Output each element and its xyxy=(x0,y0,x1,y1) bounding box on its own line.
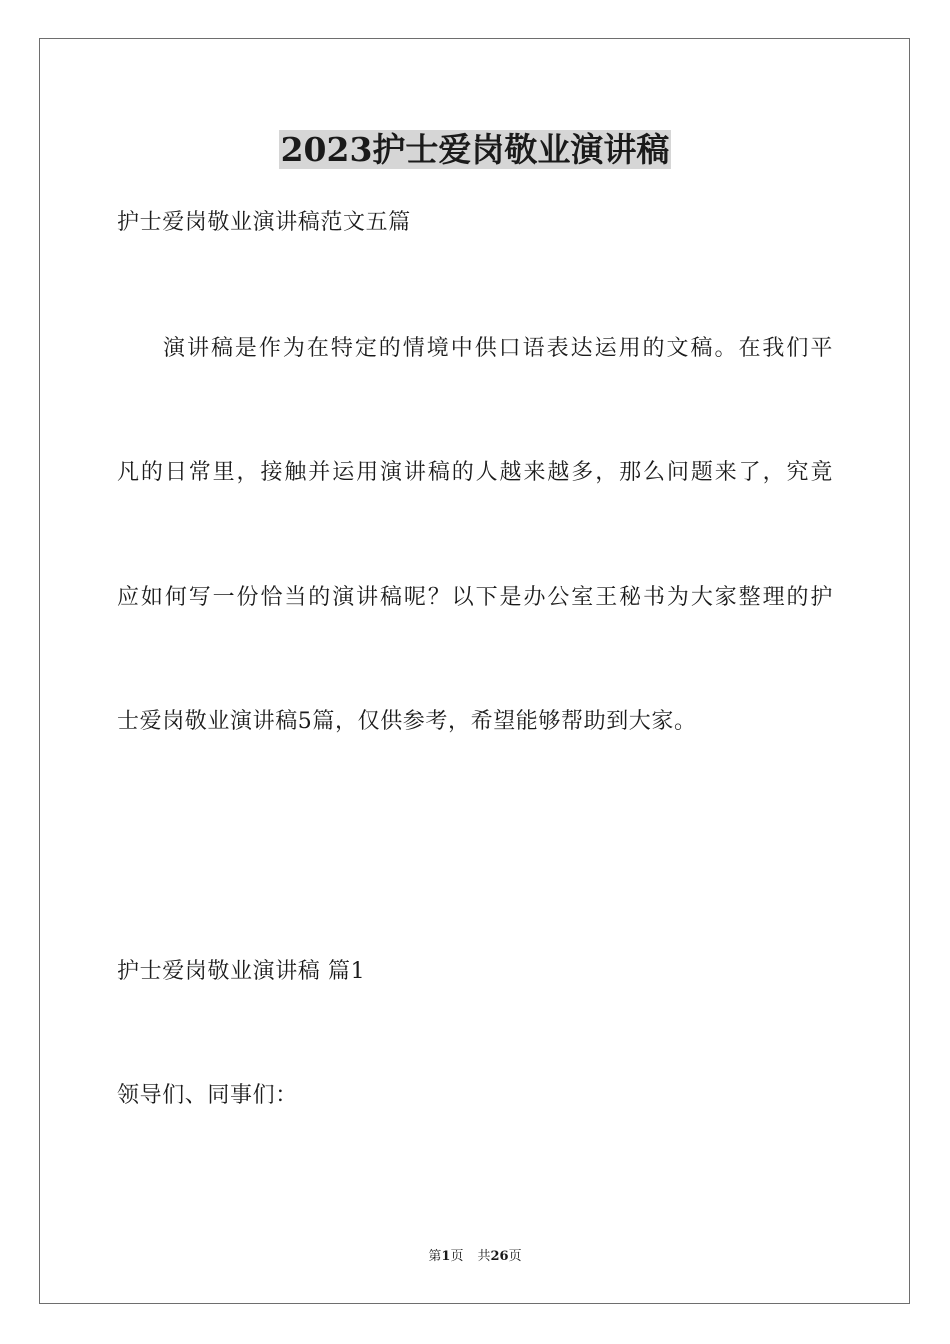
footer-page-number: 1 xyxy=(441,1249,451,1264)
intro-line-4: 士爱岗敬业演讲稿5篇，仅供参考，希望能够帮助到大家。 xyxy=(117,709,697,734)
footer-total-pages: 26 xyxy=(490,1249,509,1264)
intro-line-1: 演讲稿是作为在特定的情境中供口语表达运用的文稿。在我们平 xyxy=(163,336,833,361)
footer-total-prefix: 共 xyxy=(477,1249,491,1264)
document-subtitle: 护士爱岗敬业演讲稿范文五篇 xyxy=(117,210,411,235)
document-title-text: 2023护士爱岗敬业演讲稿 xyxy=(280,130,670,169)
salutation: 领导们、同事们： xyxy=(117,1083,298,1108)
footer-page-suffix: 页 xyxy=(450,1249,464,1264)
intro-line-2: 凡的日常里，接触并运用演讲稿的人越来越多，那么问题来了，究竟 xyxy=(117,460,833,485)
footer-page-prefix: 第 xyxy=(428,1249,442,1264)
footer-total-suffix: 页 xyxy=(508,1249,522,1264)
intro-line-3: 应如何写一份恰当的演讲稿呢？以下是办公室王秘书为大家整理的护 xyxy=(117,585,833,610)
document-title xyxy=(0,128,950,172)
page-footer xyxy=(0,1248,950,1266)
section-heading: 护士爱岗敬业演讲稿 篇1 xyxy=(117,959,366,984)
